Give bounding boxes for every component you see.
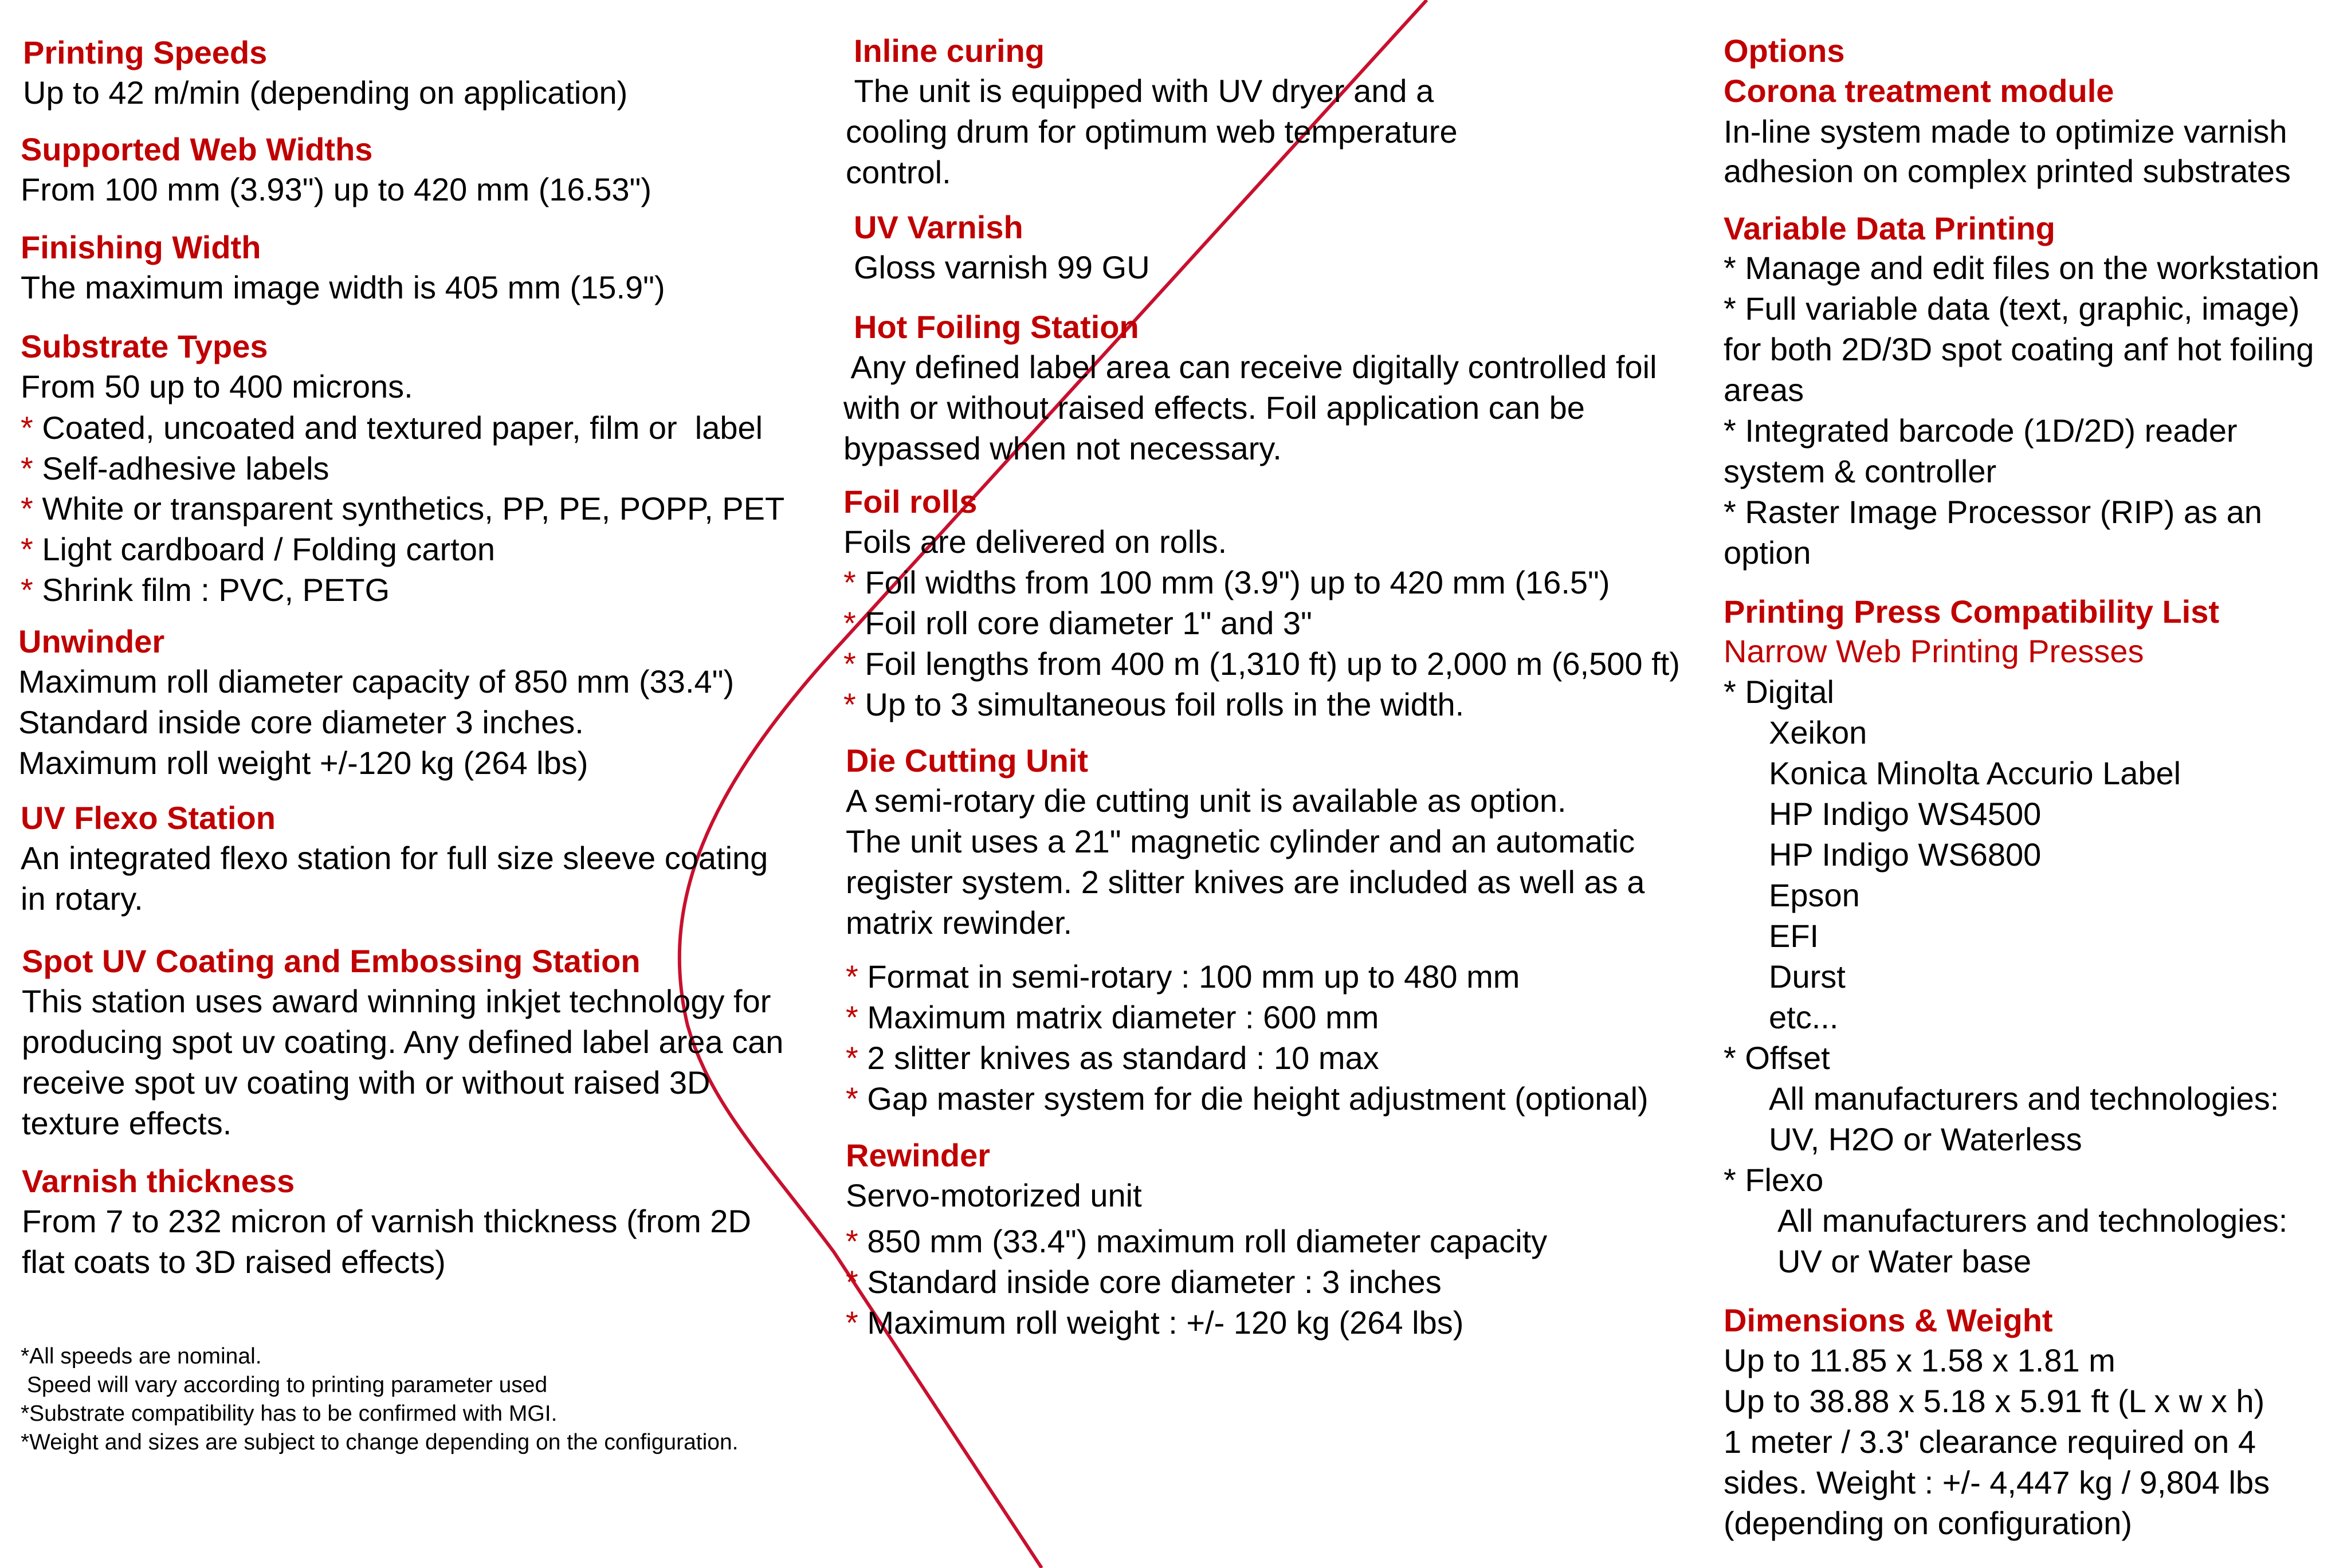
compat-item: Durst [1769,958,1846,995]
rewinder-bullet [846,1303,1463,1343]
varnish-thickness-line: From 7 to 232 micron of varnish thickness (from 2D [22,1203,751,1239]
heading-finishing-width: Finishing Width [21,229,261,265]
compat-item: All manufacturers and technologies: [1769,1080,2279,1117]
die-cutting-bullet [846,957,1520,997]
heading-printing-speeds: Printing Speeds [23,34,268,70]
die-cutting-line: matrix rewinder. [846,905,1073,941]
die-cutting-line: The unit uses a 21" magnetic cylinder and an automatic [846,823,1635,859]
varnish-thickness-line: flat coats to 3D raised effects) [22,1244,446,1280]
vdp-line: * Manage and edit files on the workstation [1724,250,2319,286]
rewinder-text: Servo-motorized unit [846,1177,1142,1213]
bullet-text: Maximum matrix diameter : 600 mm [867,999,1379,1035]
flexo-line: in rotary. [21,881,143,917]
substrate-bullet [21,449,329,489]
dimensions-line: (depending on configuration) [1724,1505,2132,1541]
dimensions-line: Up to 38.88 x 5.18 x 5.91 ft (L x w x h) [1724,1383,2265,1419]
vdp-line: for both 2D/3D spot coating anf hot foiling [1724,331,2314,367]
heading-varnish-thickness: Varnish thickness [22,1163,295,1199]
bullet-star: * [846,1040,858,1076]
die-cutting-bullet [846,997,1379,1038]
dimensions-line: sides. Weight : +/- 4,447 kg / 9,804 lbs [1724,1464,2270,1500]
spot-uv-line: This station uses award winning inkjet technology for [22,983,771,1019]
bullet-star: * [843,686,856,722]
heading-rewinder: Rewinder [846,1137,991,1173]
compat-category-digital: * Digital [1724,674,1834,710]
printing-speeds-text: Up to 42 m/min (depending on application) [23,74,628,111]
vdp-line: option [1724,535,1811,571]
spot-uv-line: texture effects. [22,1105,232,1141]
compat-item: EFI [1769,918,1819,954]
bullet-star: * [846,1304,858,1341]
bullet-star: * [846,999,858,1035]
rewinder-bullet [846,1221,1547,1262]
footnote: Speed will vary according to printing parameter used [21,1373,548,1397]
compat-category-flexo: * Flexo [1724,1162,1824,1198]
compat-item: Xeikon [1769,714,1867,750]
substrate-bullet [21,529,495,569]
compat-item: etc... [1769,999,1839,1035]
die-cutting-line: A semi-rotary die cutting unit is available as option. [846,783,1567,819]
substrate-bullet [21,408,763,448]
heading-uv-varnish: UV Varnish [854,209,1023,245]
die-cutting-line: register system. 2 slitter knives are included as well as a [846,864,1645,900]
compat-category-offset: * Offset [1724,1040,1830,1076]
die-cutting-bullet [846,1079,1649,1119]
compat-item: Konica Minolta Accurio Label [1769,755,2181,791]
compat-item: All manufacturers and technologies: [1777,1202,2288,1239]
bullet-star: * [21,572,33,608]
heading-compatibility: Printing Press Compatibility List [1724,594,2220,630]
finishing-width-text: The maximum image width is 405 mm (15.9") [21,269,665,305]
bullet-star: * [846,1080,858,1117]
hot-foiling-line: Any defined label area can receive digitally controlled foil [843,349,1657,385]
bullet-text: 2 slitter knives as standard : 10 max [867,1040,1379,1076]
uv-varnish-text: Gloss varnish 99 GU [854,249,1150,285]
bullet-text: Foil roll core diameter 1" and 3" [865,605,1312,641]
bullet-star: * [21,531,33,567]
bullet-text: Foil widths from 100 mm (3.9") up to 420 mm (16.5") [865,564,1610,600]
flexo-line: An integrated flexo station for full size sleeve coating [21,840,768,876]
bullet-text: Light cardboard / Folding carton [42,531,496,567]
bullet-star: * [843,646,856,682]
bullet-text: 850 mm (33.4") maximum roll diameter capacity [867,1223,1548,1259]
heading-uv-flexo: UV Flexo Station [21,800,276,836]
bullet-text: Gap master system for die height adjustment (optional) [867,1080,1649,1117]
compat-subtitle: Narrow Web Printing Presses [1724,633,2144,669]
footnote: *Weight and sizes are subject to change depending on the configuration. [21,1430,739,1455]
substrate-bullet [21,489,784,529]
vdp-line: * Raster Image Processor (RIP) as an [1724,494,2262,530]
footnote: *All speeds are nominal. [21,1344,262,1369]
unwinder-line: Maximum roll diameter capacity of 850 mm (33.4") [18,663,735,699]
bullet-text: Foil lengths from 400 m (1,310 ft) up to 2,000 m (6,500 ft) [865,646,1680,682]
heading-unwinder: Unwinder [18,623,165,659]
unwinder-line: Maximum roll weight +/-120 kg (264 lbs) [18,745,588,781]
die-cutting-bullet [846,1038,1379,1078]
foil-rolls-text: Foils are delivered on rolls. [843,524,1227,560]
heading-inline-curing: Inline curing [854,33,1045,69]
bullet-star: * [846,958,858,995]
bullet-star: * [846,1223,858,1259]
bullet-text: Self-adhesive labels [42,450,329,486]
compat-item: HP Indigo WS6800 [1769,836,2042,873]
bullet-text: Maximum roll weight : +/- 120 kg (264 lbs) [867,1304,1464,1341]
heading-hot-foiling: Hot Foiling Station [854,309,1139,345]
bullet-star: * [843,564,856,600]
spot-uv-line: receive spot uv coating with or without raised 3D [22,1064,711,1101]
web-widths-text: From 100 mm (3.93") up to 420 mm (16.53") [21,171,652,207]
bullet-text: Format in semi-rotary : 100 mm up to 480 mm [867,958,1520,995]
heading-dimensions: Dimensions & Weight [1724,1302,2053,1338]
heading-corona: Corona treatment module [1724,73,2114,109]
bullet-text: Shrink film : PVC, PETG [42,572,390,608]
substrate-text: From 50 up to 400 microns. [21,368,413,404]
bullet-text: White or transparent synthetics, PP, PE, POPP, PET [42,490,785,526]
heading-die-cutting: Die Cutting Unit [846,742,1089,779]
heading-spot-uv: Spot UV Coating and Embossing Station [22,943,641,979]
compat-item: UV or Water base [1777,1243,2031,1279]
inline-curing-line: control. [846,154,951,190]
bullet-text: Coated, uncoated and textured paper, film or label [42,410,763,446]
unwinder-line: Standard inside core diameter 3 inches. [18,704,584,740]
vdp-line: * Full variable data (text, graphic, image) [1724,290,2300,327]
hot-foiling-line: with or without raised effects. Foil application can be [843,390,1585,426]
bullet-star: * [21,450,33,486]
footnote: *Substrate compatibility has to be confirmed with MGI. [21,1401,558,1426]
vdp-line: areas [1724,372,1804,408]
corona-line: In-line system made to optimize varnish [1724,113,2287,150]
heading-web-widths: Supported Web Widths [21,131,373,167]
foil-rolls-bullet [843,685,1464,725]
foil-rolls-bullet [843,603,1312,643]
bullet-text: Up to 3 simultaneous foil rolls in the width. [865,686,1465,722]
spot-uv-line: producing spot uv coating. Any defined label area can [22,1024,784,1060]
bullet-text: Standard inside core diameter : 3 inches [867,1264,1442,1300]
bullet-star: * [846,1264,858,1300]
compat-item: Epson [1769,877,1860,913]
corona-line: adhesion on complex printed substrates [1724,153,2291,189]
compat-item: UV, H2O or Waterless [1769,1121,2082,1157]
heading-substrate-types: Substrate Types [21,328,268,364]
bullet-star: * [843,605,856,641]
bullet-star: * [21,410,33,446]
heading-foil-rolls: Foil rolls [843,484,978,520]
rewinder-bullet [846,1262,1442,1302]
vdp-line: * Integrated barcode (1D/2D) reader [1724,412,2238,449]
dimensions-line: Up to 11.85 x 1.58 x 1.81 m [1724,1342,2115,1378]
heading-options: Options [1724,33,1845,69]
compat-item: HP Indigo WS4500 [1769,796,2042,832]
foil-rolls-bullet [843,644,1680,684]
foil-rolls-bullet [843,563,1610,603]
bullet-star: * [21,490,33,526]
vdp-line: system & controller [1724,453,1997,489]
inline-curing-line: The unit is equipped with UV dryer and a [846,73,1434,109]
heading-vdp: Variable Data Printing [1724,210,2055,246]
dimensions-line: 1 meter / 3.3' clearance required on 4 [1724,1424,2256,1460]
hot-foiling-line: bypassed when not necessary. [843,430,1282,466]
substrate-bullet [21,570,390,610]
inline-curing-line: cooling drum for optimum web temperature [846,113,1458,150]
